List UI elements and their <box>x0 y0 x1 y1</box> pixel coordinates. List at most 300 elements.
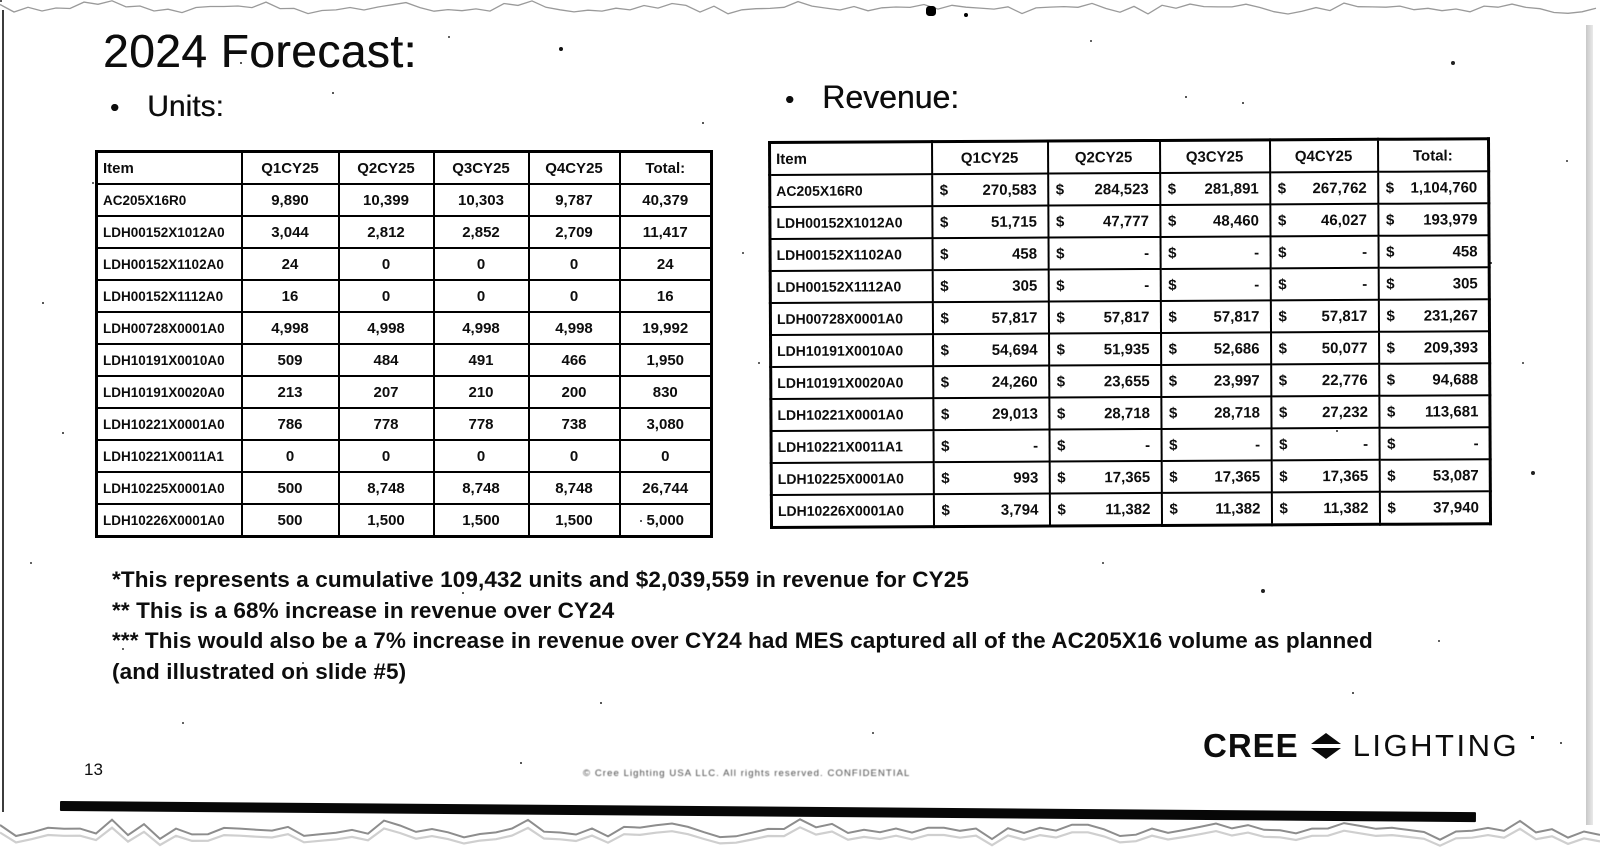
currency-symbol: $ <box>1278 371 1288 389</box>
bullet-icon: • <box>785 84 795 114</box>
amount: - <box>1254 243 1260 261</box>
amount: - <box>1033 437 1039 455</box>
units-value-cell: 500 <box>242 472 339 504</box>
revenue-value-cell <box>1379 427 1490 460</box>
revenue-value-cell <box>1161 460 1271 493</box>
amount: 11,382 <box>1215 499 1261 518</box>
amount: - <box>1473 434 1479 452</box>
revenue-value-cell <box>1379 459 1490 492</box>
units-item-cell: LDH00152X1102A0 <box>97 248 242 280</box>
units-value-cell: 9,787 <box>529 184 620 216</box>
revenue-value-cell <box>1161 492 1271 525</box>
amount: 47,777 <box>1102 212 1149 230</box>
currency-symbol: $ <box>1387 499 1396 517</box>
units-value-cell: 0 <box>529 280 620 312</box>
units-heading <box>110 90 224 124</box>
footer-fine-print: © Cree Lighting USA LLC. All rights reserved. CONFIDENTIAL <box>583 768 911 779</box>
revenue-value-cell <box>933 366 1049 399</box>
revenue-value-cell <box>933 494 1049 527</box>
currency-symbol: $ <box>1386 307 1395 325</box>
units-value-cell: 509 <box>242 344 339 376</box>
currency-symbol: $ <box>1278 275 1287 293</box>
currency-symbol: $ <box>1386 339 1395 357</box>
revenue-value-cell <box>1271 364 1379 397</box>
units-value-cell: 210 <box>434 376 529 408</box>
revenue-value-cell <box>1049 429 1161 462</box>
currency-symbol: $ <box>1168 404 1178 422</box>
currency-symbol: $ <box>1387 435 1396 453</box>
revenue-item-cell: LDH00152X1102A0 <box>770 238 932 271</box>
units-value-cell: 0 <box>339 248 434 280</box>
logo-brand-text: CREE <box>1203 727 1299 764</box>
revenue-item-cell: LDH10225X0001A0 <box>771 462 933 495</box>
revenue-column-header: Q4CY25 <box>1270 139 1378 172</box>
units-value-cell: 2,812 <box>339 216 434 248</box>
units-table-row <box>97 312 712 344</box>
amount: 270,583 <box>982 181 1037 199</box>
amount: - <box>1362 243 1368 261</box>
revenue-value-cell <box>1161 396 1271 429</box>
currency-symbol: $ <box>1057 436 1066 454</box>
revenue-value-cell <box>1379 491 1490 524</box>
slide-title: 2024 Forecast: <box>103 25 417 77</box>
units-value-cell: 0 <box>620 440 712 472</box>
units-value-cell: 1,500 <box>434 504 529 537</box>
currency-symbol: $ <box>1385 211 1395 229</box>
units-item-cell: LDH10225X0001A0 <box>97 472 242 504</box>
units-value-cell: 8,748 <box>529 472 620 504</box>
amount: 17,365 <box>1214 467 1261 486</box>
revenue-value-cell <box>1048 205 1160 238</box>
units-value-cell: 11,417 <box>620 216 712 248</box>
currency-symbol: $ <box>941 469 950 487</box>
revenue-value-cell <box>932 302 1048 335</box>
revenue-table-row <box>770 235 1489 271</box>
currency-symbol: $ <box>1168 276 1177 294</box>
cree-diamond-icon <box>1311 733 1341 759</box>
units-value-cell: 1,500 <box>529 504 620 537</box>
units-value-cell: 2,709 <box>529 216 620 248</box>
units-value-cell: 8,748 <box>434 472 529 504</box>
units-value-cell: 778 <box>434 408 529 440</box>
units-value-cell: 786 <box>242 408 339 440</box>
amount: - <box>1145 436 1151 454</box>
currency-symbol: $ <box>941 437 950 455</box>
revenue-item-cell: LDH10191X0020A0 <box>771 366 933 399</box>
amount: 11,382 <box>1105 500 1151 518</box>
units-column-header: Q1CY25 <box>242 152 339 185</box>
units-value-cell: 738 <box>529 408 620 440</box>
revenue-value-cell <box>1271 460 1379 493</box>
revenue-value-cell <box>1048 173 1160 206</box>
amount: 305 <box>1452 274 1478 292</box>
units-value-cell: 19,992 <box>620 312 712 344</box>
trademark-mark <box>1531 736 1534 739</box>
revenue-value-cell <box>1049 493 1161 526</box>
revenue-item-cell: LDH00728X0001A0 <box>770 302 932 335</box>
revenue-value-cell <box>1378 299 1489 332</box>
currency-symbol: $ <box>1279 467 1288 485</box>
units-item-cell: LDH10191X0010A0 <box>97 344 242 376</box>
units-table-row <box>97 216 712 248</box>
revenue-table-row <box>771 491 1490 527</box>
amount: 281,891 <box>1204 179 1259 198</box>
revenue-value-cell <box>1161 428 1271 461</box>
units-value-cell: 1,950 <box>620 344 712 376</box>
revenue-table-row <box>770 299 1489 335</box>
revenue-table-row <box>770 171 1489 207</box>
currency-symbol: $ <box>1279 499 1288 517</box>
units-value-cell: 3,044 <box>242 216 339 248</box>
currency-symbol: $ <box>1168 244 1177 262</box>
amount: 28,718 <box>1213 403 1260 422</box>
currency-symbol: $ <box>1056 372 1066 390</box>
units-value-cell: 0 <box>434 280 529 312</box>
currency-symbol: $ <box>1169 436 1178 454</box>
revenue-column-header: Q1CY25 <box>932 141 1048 174</box>
revenue-value-cell <box>1160 236 1270 269</box>
units-column-header: Q4CY25 <box>529 152 620 185</box>
revenue-value-cell <box>1270 236 1378 269</box>
amount: 3,794 <box>1000 501 1039 519</box>
revenue-heading-label: Revenue: <box>822 79 960 115</box>
units-item-cell: LDH00728X0001A0 <box>97 312 242 344</box>
revenue-value-cell <box>1378 267 1489 300</box>
units-value-cell: 2,852 <box>434 216 529 248</box>
currency-symbol: $ <box>1168 372 1178 390</box>
currency-symbol: $ <box>1386 275 1395 293</box>
amount: 46,027 <box>1320 211 1367 229</box>
units-value-cell: 0 <box>339 440 434 472</box>
amount: - <box>1255 435 1261 453</box>
units-value-cell: 0 <box>339 280 434 312</box>
units-value-cell: 200 <box>529 376 620 408</box>
units-table-row <box>97 408 712 440</box>
revenue-value-cell <box>1161 332 1271 365</box>
amount: 1,104,760 <box>1410 178 1478 197</box>
revenue-item-cell: LDH00152X1012A0 <box>770 206 932 239</box>
currency-symbol: $ <box>1386 243 1395 261</box>
units-value-cell: 0 <box>242 440 339 472</box>
amount: 993 <box>1013 469 1039 487</box>
amount: 23,655 <box>1103 372 1150 390</box>
amount: 52,686 <box>1213 339 1260 358</box>
amount: 113,681 <box>1424 402 1479 421</box>
units-value-cell: 484 <box>339 344 434 376</box>
currency-symbol: $ <box>1057 500 1066 518</box>
revenue-item-cell: AC205X16R0 <box>770 174 932 207</box>
page-number: 13 <box>84 760 103 779</box>
currency-symbol: $ <box>1278 243 1287 261</box>
revenue-table-row <box>770 267 1489 303</box>
units-item-cell: LDH10221X0001A0 <box>97 408 242 440</box>
amount: 305 <box>1012 277 1038 295</box>
revenue-value-cell <box>1271 492 1379 525</box>
currency-symbol: $ <box>940 405 950 423</box>
amount: 50,077 <box>1321 339 1368 357</box>
units-table-row <box>97 344 712 376</box>
revenue-value-cell <box>1160 268 1270 301</box>
currency-symbol: $ <box>1277 211 1287 229</box>
paper-edge-shadow-right <box>1586 25 1593 825</box>
amount: 57,817 <box>1103 308 1150 326</box>
revenue-value-cell <box>1270 204 1378 237</box>
revenue-value-cell <box>1048 237 1160 270</box>
amount: 51,935 <box>1103 340 1150 358</box>
footnote-line: *** This would also be a 7% increase in revenue over CY24 had MES captured all of the AC205X16 volume as planned <box>112 628 1373 653</box>
amount: 267,762 <box>1312 179 1367 197</box>
revenue-column-header: Q3CY25 <box>1160 140 1270 173</box>
footnote-line: ** This is a 68% increase in revenue over CY24 <box>112 597 615 623</box>
amount: - <box>1363 435 1369 453</box>
currency-symbol: $ <box>940 245 949 263</box>
units-value-cell: 778 <box>339 408 434 440</box>
amount: - <box>1144 244 1150 262</box>
units-value-cell: 26,744 <box>620 472 712 504</box>
amount: 57,817 <box>1213 307 1260 326</box>
revenue-column-header: Q2CY25 <box>1048 140 1160 173</box>
units-value-cell: 213 <box>242 376 339 408</box>
logo-wordmark-text: LIGHTING <box>1352 728 1520 763</box>
amount: 193,979 <box>1423 210 1478 229</box>
triangle-down-icon <box>1311 748 1341 759</box>
units-value-cell: 830 <box>620 376 712 408</box>
revenue-value-cell <box>1379 395 1490 428</box>
amount: 458 <box>1452 242 1478 260</box>
units-value-cell: 207 <box>339 376 434 408</box>
units-table <box>95 150 713 538</box>
amount: 11,382 <box>1323 499 1369 517</box>
revenue-value-cell <box>933 334 1049 367</box>
units-value-cell: 1,500 <box>339 504 434 537</box>
units-value-cell: 24 <box>620 248 712 280</box>
revenue-value-cell <box>932 238 1048 271</box>
revenue-value-cell <box>1378 171 1489 204</box>
revenue-value-cell <box>933 462 1049 495</box>
revenue-table-row <box>771 331 1490 367</box>
revenue-header-row <box>770 139 1489 175</box>
revenue-table <box>768 137 1492 529</box>
revenue-value-cell <box>1048 269 1160 302</box>
bottom-divider-bar <box>60 801 1476 822</box>
currency-symbol: $ <box>940 341 949 359</box>
revenue-value-cell <box>1161 364 1271 397</box>
units-value-cell: 5,000 <box>620 504 712 537</box>
units-value-cell: 16 <box>620 280 712 312</box>
currency-symbol: $ <box>1056 340 1065 358</box>
currency-symbol: $ <box>1278 307 1287 325</box>
amount: 57,817 <box>991 309 1038 327</box>
revenue-column-header: Item <box>770 142 932 175</box>
amount: 24,260 <box>991 373 1038 391</box>
revenue-table-row <box>771 427 1490 463</box>
amount: 51,715 <box>990 213 1037 231</box>
units-item-cell: LDH10226X0001A0 <box>97 504 242 537</box>
amount: 94,688 <box>1432 370 1479 389</box>
units-value-cell: 24 <box>242 248 339 280</box>
revenue-value-cell <box>1378 235 1489 268</box>
revenue-item-cell: LDH00152X1112A0 <box>770 270 932 303</box>
currency-symbol: $ <box>1167 212 1177 230</box>
currency-symbol: $ <box>941 501 950 519</box>
units-value-cell: 3,080 <box>620 408 712 440</box>
units-value-cell: 491 <box>434 344 529 376</box>
amount: 209,393 <box>1423 338 1479 357</box>
amount: 54,694 <box>991 341 1038 359</box>
units-value-cell: 0 <box>529 440 620 472</box>
units-column-header: Q3CY25 <box>434 152 529 185</box>
currency-symbol: $ <box>1168 340 1177 358</box>
revenue-value-cell <box>1160 204 1270 237</box>
units-table-row <box>97 184 712 216</box>
amount: 458 <box>1012 245 1038 263</box>
revenue-value-cell <box>1271 428 1379 461</box>
amount: 57,817 <box>1321 307 1368 325</box>
units-table-row <box>97 280 712 312</box>
units-value-cell: 466 <box>529 344 620 376</box>
currency-symbol: $ <box>1278 403 1288 421</box>
revenue-value-cell <box>1049 397 1161 430</box>
revenue-table-row <box>771 459 1490 495</box>
revenue-value-cell <box>1160 172 1270 205</box>
units-item-cell: LDH10191X0020A0 <box>97 376 242 408</box>
currency-symbol: $ <box>1386 403 1396 421</box>
revenue-value-cell <box>1378 203 1489 236</box>
amount: - <box>1254 275 1260 293</box>
units-item-cell: LDH10221X0011A1 <box>97 440 242 472</box>
units-value-cell: 500 <box>242 504 339 537</box>
units-item-cell: AC205X16R0 <box>97 184 242 216</box>
amount: 17,365 <box>1104 468 1151 486</box>
revenue-table-container <box>768 137 1492 529</box>
units-heading-label: Units: <box>147 90 224 123</box>
amount: 48,460 <box>1212 211 1259 230</box>
units-value-cell: 4,998 <box>242 312 339 344</box>
currency-symbol: $ <box>1056 308 1065 326</box>
units-table-row <box>97 504 712 537</box>
currency-symbol: $ <box>940 309 949 327</box>
revenue-value-cell <box>932 270 1048 303</box>
currency-symbol: $ <box>1055 180 1065 198</box>
cree-lighting-logo <box>1203 727 1534 765</box>
units-value-cell: 0 <box>529 248 620 280</box>
currency-symbol: $ <box>1168 308 1177 326</box>
currency-symbol: $ <box>1057 468 1066 486</box>
units-value-cell: 10,399 <box>339 184 434 216</box>
amount: 284,523 <box>1094 180 1149 198</box>
currency-symbol: $ <box>1056 244 1065 262</box>
revenue-value-cell <box>1160 300 1270 333</box>
footnotes <box>112 565 1472 687</box>
units-value-cell: 0 <box>434 440 529 472</box>
units-table-row <box>97 248 712 280</box>
revenue-table-row <box>770 203 1489 239</box>
units-value-cell: 4,998 <box>529 312 620 344</box>
currency-symbol: $ <box>1279 435 1288 453</box>
amount: 29,013 <box>991 405 1038 423</box>
bullet-icon: • <box>110 92 120 122</box>
currency-symbol: $ <box>1386 371 1396 389</box>
currency-symbol: $ <box>939 213 949 231</box>
units-item-cell: LDH00152X1012A0 <box>97 216 242 248</box>
units-column-header: Total: <box>620 152 712 185</box>
revenue-item-cell: LDH10221X0001A0 <box>771 398 933 431</box>
revenue-value-cell <box>1379 363 1490 396</box>
revenue-value-cell <box>1049 461 1161 494</box>
revenue-value-cell <box>933 398 1049 431</box>
currency-symbol: $ <box>1277 179 1287 197</box>
units-value-cell: 4,998 <box>434 312 529 344</box>
units-table-row <box>97 440 712 472</box>
footnote-line: (and illustrated on slide #5) <box>112 658 407 684</box>
revenue-value-cell <box>1270 268 1378 301</box>
units-value-cell: 10,303 <box>434 184 529 216</box>
currency-symbol: $ <box>1169 468 1178 486</box>
revenue-table-row <box>771 363 1490 399</box>
units-value-cell: 40,379 <box>620 184 712 216</box>
amount: 23,997 <box>1213 371 1260 390</box>
revenue-table-row <box>771 395 1490 431</box>
units-value-cell: 4,998 <box>339 312 434 344</box>
units-header-row <box>97 152 712 185</box>
units-table-row <box>97 376 712 408</box>
revenue-value-cell <box>933 430 1049 463</box>
units-value-cell: 0 <box>434 248 529 280</box>
amount: 27,232 <box>1321 403 1368 421</box>
currency-symbol: $ <box>1387 467 1396 485</box>
revenue-value-cell <box>932 206 1048 239</box>
amount: 231,267 <box>1423 306 1478 325</box>
currency-symbol: $ <box>1056 276 1065 294</box>
currency-symbol: $ <box>940 277 949 295</box>
amount: 22,776 <box>1321 371 1368 389</box>
photocopy-noise <box>0 0 2 2</box>
currency-symbol: $ <box>940 373 950 391</box>
scan-edge-line-left <box>2 10 4 812</box>
units-column-header: Item <box>97 152 242 185</box>
currency-symbol: $ <box>939 181 949 199</box>
amount: 17,365 <box>1322 467 1369 485</box>
triangle-up-icon <box>1311 733 1341 744</box>
revenue-value-cell <box>1048 301 1160 334</box>
revenue-item-cell: LDH10226X0001A0 <box>771 494 933 527</box>
revenue-heading <box>785 79 959 116</box>
revenue-item-cell: LDH10221X0011A1 <box>771 430 933 463</box>
units-value-cell: 8,748 <box>339 472 434 504</box>
amount: - <box>1144 276 1150 294</box>
units-item-cell: LDH00152X1112A0 <box>97 280 242 312</box>
footnote-line: *This represents a cumulative 109,432 units and $2,039,559 in revenue for CY25 <box>112 567 969 592</box>
currency-symbol: $ <box>1169 500 1178 518</box>
amount: 28,718 <box>1103 404 1150 422</box>
amount: 37,940 <box>1432 498 1479 517</box>
revenue-value-cell <box>1270 172 1378 205</box>
currency-symbol: $ <box>1056 404 1066 422</box>
revenue-value-cell <box>1049 333 1161 366</box>
revenue-item-cell: LDH10191X0010A0 <box>771 334 933 367</box>
units-table-row <box>97 472 712 504</box>
revenue-value-cell <box>1271 332 1379 365</box>
revenue-value-cell <box>1049 365 1161 398</box>
amount: - <box>1362 275 1368 293</box>
units-table-container <box>95 150 713 538</box>
revenue-value-cell <box>1270 300 1378 333</box>
currency-symbol: $ <box>1167 180 1177 198</box>
amount: 53,087 <box>1432 466 1479 485</box>
revenue-value-cell <box>1379 331 1490 364</box>
revenue-value-cell <box>932 174 1048 207</box>
units-value-cell: 16 <box>242 280 339 312</box>
